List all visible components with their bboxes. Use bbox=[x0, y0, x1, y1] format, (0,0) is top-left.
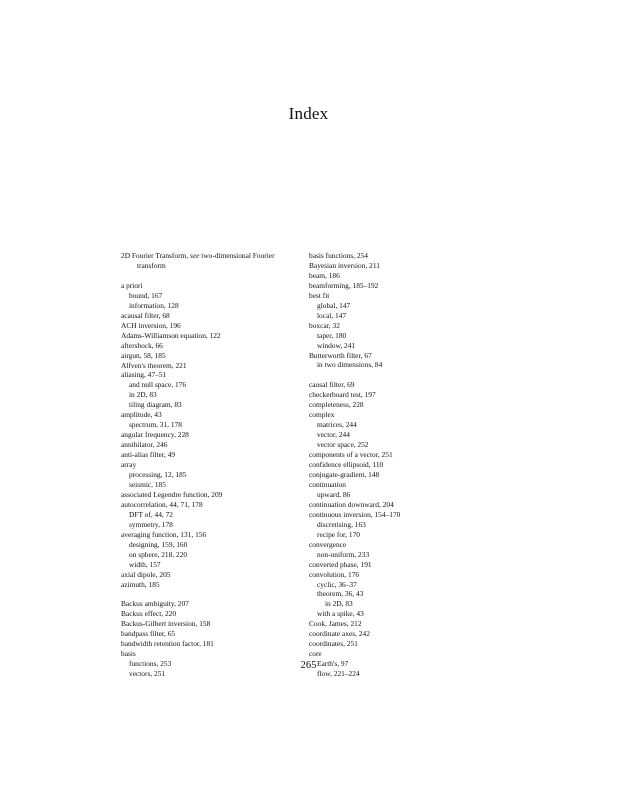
index-entry: conjugate-gradient, 148 bbox=[309, 470, 380, 480]
index-subentry: bound, 167 bbox=[129, 290, 163, 300]
index-entry: core bbox=[309, 649, 322, 659]
index-column-left bbox=[121, 251, 301, 679]
index-subentry: on sphere, 218, 220 bbox=[129, 549, 188, 559]
index-subentry: cyclic, 36–37 bbox=[317, 579, 357, 589]
see-reference: see bbox=[189, 251, 200, 260]
index-subentry: window, 241 bbox=[317, 340, 356, 350]
index-subentry: with a spike, 43 bbox=[317, 609, 364, 619]
index-entry: beam, 186 bbox=[309, 270, 340, 280]
index-entry: basis bbox=[121, 649, 136, 659]
index-entry: continuous inversion, 154–170 bbox=[309, 509, 401, 519]
index-subentry: non-uniform, 233 bbox=[317, 549, 370, 559]
index-subentry: vectors, 251 bbox=[129, 669, 166, 679]
index-gap bbox=[121, 589, 301, 599]
index-subentry: local, 147 bbox=[317, 310, 347, 320]
index-subentry: processing, 12, 185 bbox=[129, 470, 187, 480]
index-entry: aliasing, 47–51 bbox=[121, 370, 167, 380]
index-entry: confidence ellipsoid, 110 bbox=[309, 460, 384, 470]
index-entry: continuation bbox=[309, 479, 346, 489]
index-gap bbox=[121, 271, 301, 281]
index-entry: Bayesian inversion, 211 bbox=[309, 260, 380, 270]
index-subentry: upward, 86 bbox=[317, 489, 351, 499]
index-entry: basis functions, 254 bbox=[309, 251, 368, 260]
index-subentry: discretising, 163 bbox=[317, 519, 366, 529]
index-entry: Cook, James, 212 bbox=[309, 619, 362, 629]
index-entry: causal filter, 69 bbox=[309, 380, 355, 390]
page-title: Index bbox=[288, 104, 329, 123]
index-subentry: in two dimensions, 84 bbox=[317, 360, 383, 370]
index-entry: continuation downward, 204 bbox=[309, 499, 394, 509]
index-entry: Backus ambiguity, 207 bbox=[121, 599, 189, 609]
index-subentry: Earth's, 97 bbox=[317, 659, 349, 669]
index-subentry: global, 147 bbox=[317, 300, 351, 310]
index-entry-continuation: transform bbox=[137, 260, 166, 270]
index-entry: Alfven's theorem, 221 bbox=[121, 360, 187, 370]
index-subentry: symmetry, 178 bbox=[129, 519, 173, 529]
index-subentry: taper, 180 bbox=[317, 330, 347, 340]
index-subentry: tiling diagram, 83 bbox=[129, 400, 182, 410]
index-entry: autocorrelation, 44, 71, 178 bbox=[121, 499, 203, 509]
index-subentry: and null space, 176 bbox=[129, 380, 187, 390]
index-entry: checkerboard test, 197 bbox=[309, 390, 376, 400]
index-entry: acausal filter, 68 bbox=[121, 310, 170, 320]
index-entry: beamforming, 185–192 bbox=[309, 280, 379, 290]
index-entry: Adams-Williamson equation, 122 bbox=[121, 330, 221, 340]
index-subentry: theorem, 36, 43 bbox=[317, 589, 364, 599]
index-subentry: functions, 253 bbox=[129, 659, 172, 669]
index-entry: components of a vector, 251 bbox=[309, 450, 393, 460]
index-entry: axial dipole, 205 bbox=[121, 569, 171, 579]
index-entry: angular frequency, 228 bbox=[121, 430, 189, 440]
index-entry: bandwidth retention factor, 181 bbox=[121, 639, 214, 649]
index-subentry: DFT of, 44, 72 bbox=[129, 509, 174, 519]
index-subentry: width, 157 bbox=[129, 559, 161, 569]
index-gap bbox=[309, 370, 489, 380]
index-subentry: in 2D, 83 bbox=[129, 390, 157, 400]
index-entry: Backus effect, 220 bbox=[121, 609, 177, 619]
index-subentry: seismic, 185 bbox=[129, 479, 166, 489]
index-entry: best fit bbox=[309, 290, 330, 300]
index-subentry: spectrum, 31, 178 bbox=[129, 420, 182, 430]
index-entry: averaging function, 131, 156 bbox=[121, 529, 207, 539]
index-entry: array bbox=[121, 460, 137, 470]
index-subentry: flow, 221–224 bbox=[317, 669, 360, 679]
page-number: 265 bbox=[300, 660, 317, 671]
index-entry: Butterworth filter, 67 bbox=[309, 350, 372, 360]
index-entry: boxcar, 32 bbox=[309, 320, 340, 330]
index-entry: 2D Fourier Transform, see two-dimensional Fourier bbox=[121, 251, 275, 260]
index-subentry: information, 128 bbox=[129, 300, 179, 310]
index-subentry: in 2D, 83 bbox=[325, 599, 353, 609]
index-entry: associated Legendre function, 209 bbox=[121, 489, 223, 499]
index-entry: bandpass filter, 65 bbox=[121, 629, 176, 639]
index-entry: convergence bbox=[309, 539, 347, 549]
index-column-right bbox=[309, 251, 489, 679]
index-entry: coordinates, 251 bbox=[309, 639, 358, 649]
index-entry: a priori bbox=[121, 280, 143, 290]
index-subentry: recipe for, 170 bbox=[317, 529, 361, 539]
index-entry: airgun, 58, 185 bbox=[121, 350, 166, 360]
index-entry: aftershock, 66 bbox=[121, 340, 163, 350]
index-subentry: designing, 159, 160 bbox=[129, 539, 188, 549]
index-entry: convolution, 176 bbox=[309, 569, 360, 579]
index-entry: Backus-Gilbert inversion, 158 bbox=[121, 619, 211, 629]
index-entry: amplitude, 43 bbox=[121, 410, 162, 420]
index-entry: ACH inversion, 196 bbox=[121, 320, 181, 330]
index-subentry: vector, 244 bbox=[317, 430, 350, 440]
index-entry: anti-alias filter, 49 bbox=[121, 450, 176, 460]
index-entry: coordinate axes, 242 bbox=[309, 629, 370, 639]
index-subentry: vector space, 252 bbox=[317, 440, 369, 450]
index-entry: completeness, 228 bbox=[309, 400, 364, 410]
index-entry: azimuth, 185 bbox=[121, 579, 160, 589]
index-entry: complex bbox=[309, 410, 335, 420]
index-entry: annihilator, 246 bbox=[121, 440, 168, 450]
index-entry: converted phase, 191 bbox=[309, 559, 372, 569]
index-subentry: matrices, 244 bbox=[317, 420, 357, 430]
